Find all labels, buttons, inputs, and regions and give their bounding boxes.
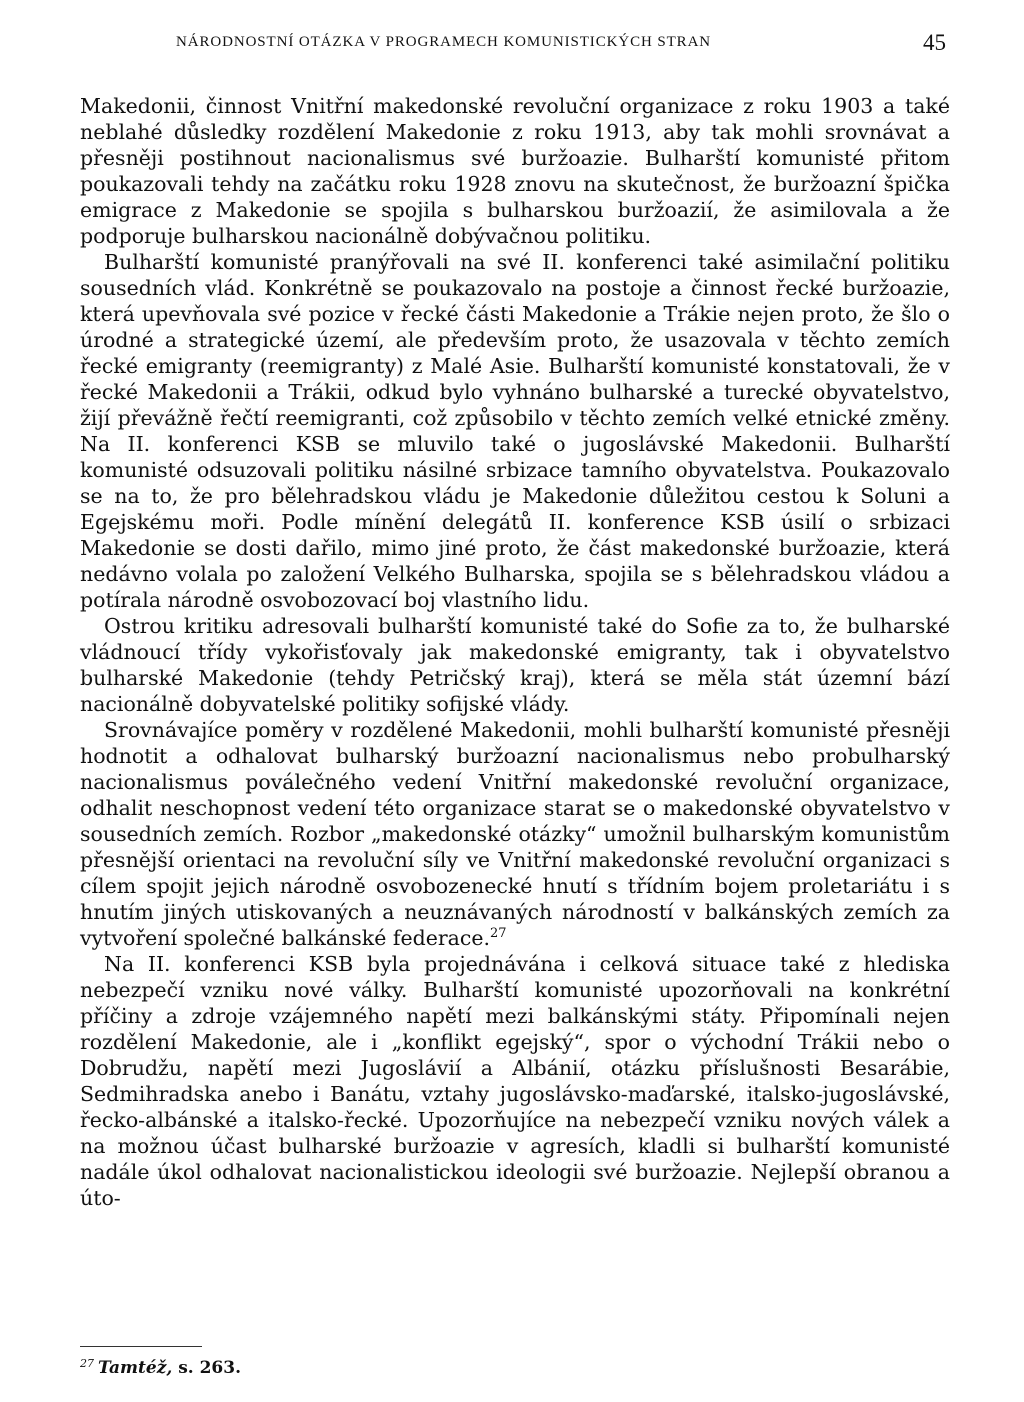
page-number: 45 [923,30,946,55]
footnote [80,1357,241,1378]
paragraph-4-text: Srovnávajíce poměry v rozdělené Makedonii, mohli bulharští komunisté přesněji hodnotit a odhalovat bulharský buržoazní nacionalismus nebo probulharský nacionalismus poválečného vedení Vnitřní makedonské revoluční organizace, odhalit neschopnost vedení této organizace starat se o makedonské obyvatelstvo v sousedních zemích. Rozbor „makedonské otázky“ umožnil bulharským komunistům přesnější orientaci na revoluční síly ve Vnitřní makedonské revoluční organizaci s cílem spojit jejich národně osvobozenecké hnutí s třídním bojem proletariátu i s hnutím jiných utiskovaných a neuznávaných národností v balkánských zemích za vytvoření společné balkánské federace. [80,718,950,950]
paragraph-3: Ostrou kritiku adresovali bulharští komunisté také do Sofie za to, že bulharské vládnoucí třídy vykořisťovaly jak makedonské emigranty, tak i obyvatelstvo bulharské Makedonie (tehdy Petričský kraj), která se měla stát územní bází nacionálně dobyvatelské politiky sofijské vlády. [80,614,950,716]
footnote-page: s. 263. [172,1358,242,1378]
body-text [80,93,950,1211]
paragraph-1: Makedonii, činnost Vnitřní makedonské revoluční organizace z roku 1903 a také neblahé důsledky rozdělení Makedonie z roku 1913, aby tak mohli srovnávat a přesněji postihnout nacionalismus své buržoazie. Bulharští komunisté přitom poukazovali tehdy na začátku roku 1928 znovu na skutečnost, že buržoazní špička emigrace z Makedonie se spojila s bulharskou buržoazií, že asimilovala a že podporuje bulharskou nacionálně dobývačnou politiku. [80,94,950,248]
running-title: NÁRODNOSTNÍ OTÁZKA V PROGRAMECH KOMUNISTICKÝCH STRAN [176,34,712,50]
footnote-mark: 27 [80,1357,94,1370]
footnote-reference[interactable]: 27 [490,926,507,941]
footnote-source: Tamtéž, [98,1358,173,1378]
footnote-divider [80,1346,202,1347]
paragraph-2: Bulharští komunisté pranýřovali na své II. konferenci také asimilační politiku sousedních vlád. Konkrétně se poukazovalo na postoje a činnost řecké buržoazie, která upevňovala své pozice v řecké části Makedonie a Trákie nejen proto, že šlo o úrodné a strategické území, ale především proto, že usazovala v těchto zemích řecké emigranty (reemigranty) z Malé Asie. Bulharští komunisté konstatovali, že v řecké Makedonii a Trákii, odkud bylo vyhnáno bulharské a turecké obyvatelstvo, žijí převážně řečtí reemigranti, což způsobilo v těchto zemích velké etnické změny. Na II. konferenci KSB se mluvilo také o jugoslávské Makedonii. Bulharští komunisté odsuzovali politiku násilné srbizace tamního obyvatelstva. Poukazovalo se na to, že pro bělehradskou vládu je Makedonie důležitou cestou k Soluni a Egejskému moři. Podle mínění delegátů II. konference KSB úsilí o srbizaci Makedonie se dosti dařilo, mimo jiné proto, že část makedonské buržoazie, která nedávno volala po založení Velkého Bulharska, spojila se s bělehradskou vládou a potírala národně osvobozovací boj vlastního lidu. [80,250,950,612]
paragraph-4 [80,717,950,951]
paragraph-5: Na II. konferenci KSB byla projednávána i celková situace také z hlediska nebezpečí vzniku nové války. Bulharští komunisté upozorňovali na konkrétní příčiny a zdroje vzájemného napětí mezi balkánskými státy. Připomínali nejen rozdělení Makedonie, ale i „konflikt egejský“, spor o východní Trákii nebo o Dobrudžu, napětí mezi Jugoslávií a Albánií, otázku příslušnosti Besarábie, Sedmihradska anebo i Banátu, vztahy jugoslávsko-maďarské, italsko-jugoslávské, řecko-albánské a italsko-řecké. Upozorňujíce na nebezpečí vzniku nových válek a na možnou účast bulharské buržoazie v agresích, kladli si bulharští komunisté nadále úkol odhalovat nacionalistickou ideologii své buržoazie. Nejlepší obranou a úto- [80,952,950,1210]
